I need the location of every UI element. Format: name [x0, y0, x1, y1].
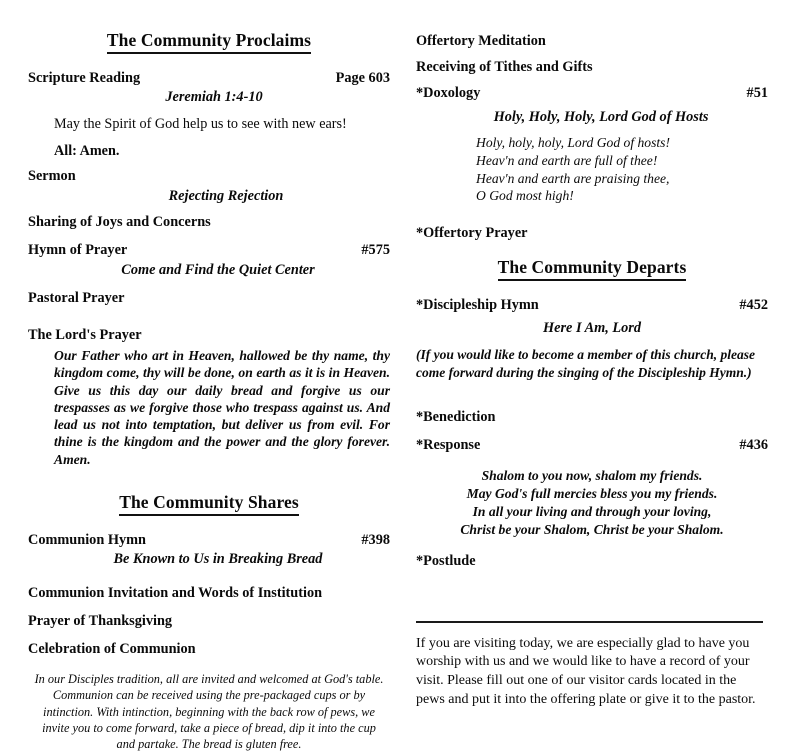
- order-item-communion-invitation: Communion Invitation and Words of Institution: [28, 585, 323, 602]
- order-item-offertory-prayer: *Offertory Prayer: [416, 225, 528, 242]
- right-column: [416, 0, 768, 709]
- response-verse-line-3: In all your living and through your loving,: [472, 503, 712, 519]
- order-item-lords-prayer: The Lord's Prayer: [28, 327, 142, 344]
- doxology-label: *Doxology: [416, 84, 481, 101]
- response-number: #436: [739, 436, 768, 453]
- section-heading-proclaims: [28, 30, 390, 54]
- response-verse-line-1: Shalom to you now, shalom my friends.: [481, 467, 703, 483]
- discipleship-hymn-title: Here I Am, Lord: [543, 320, 641, 337]
- order-item-communion-hymn: [28, 532, 390, 550]
- section-heading-proclaims-text: The Community Proclaims: [107, 31, 311, 54]
- order-item-scripture-reading: [28, 70, 390, 88]
- order-item-doxology: [416, 85, 768, 103]
- order-item-sermon: Sermon: [28, 168, 76, 185]
- scripture-response-line: All: Amen.: [54, 142, 120, 159]
- scripture-reference: Jeremiah 1:4-10: [165, 89, 263, 106]
- scripture-reading-page: Page 603: [335, 69, 390, 86]
- hymn-of-prayer-label: Hymn of Prayer: [28, 241, 128, 258]
- order-item-sharing-joys-concerns: Sharing of Joys and Concerns: [28, 213, 211, 230]
- discipleship-membership-note: (If you would like to become a member of this church, please come forward during the singing of the Discipleship Hymn.): [416, 347, 755, 380]
- order-item-receiving-tithes: Receiving of Tithes and Gifts: [416, 58, 593, 75]
- order-item-discipleship-hymn: [416, 297, 768, 315]
- order-item-response: [416, 437, 768, 455]
- communion-hymn-label: Communion Hymn: [28, 531, 146, 548]
- order-item-hymn-of-prayer: [28, 242, 390, 260]
- order-item-offertory-meditation: Offertory Meditation: [416, 33, 546, 49]
- response-verse-line-4: Christ be your Shalom, Christ be your Shalom.: [460, 521, 724, 537]
- discipleship-hymn-number: #452: [739, 296, 768, 313]
- left-column: [28, 0, 390, 753]
- scripture-reading-label: Scripture Reading: [28, 69, 141, 86]
- hymn-of-prayer-title: Come and Find the Quiet Center: [121, 261, 315, 278]
- order-item-postlude: *Postlude: [416, 552, 476, 569]
- doxology-verse-line-3: Heav'n and earth are praising thee,: [476, 170, 670, 186]
- doxology-number: #51: [746, 84, 768, 101]
- section-heading-departs-text: The Community Departs: [498, 258, 687, 281]
- response-verse-line-2: May God's full mercies bless you my friends.: [466, 485, 718, 501]
- discipleship-hymn-label: *Discipleship Hymn: [416, 296, 539, 313]
- communion-hymn-title: Be Known to Us in Breaking Bread: [113, 551, 323, 568]
- visitor-welcome-note: If you are visiting today, we are especially glad to have you worship with us and we would like to have a record of your visit. Please fill out one of our visitor cards located in the pews and put it into the offering plate or give it to the pastor.: [416, 635, 756, 707]
- section-heading-shares: [28, 492, 390, 516]
- section-heading-departs: [416, 257, 768, 281]
- doxology-verse-line-1: Holy, holy, holy, Lord God of hosts!: [476, 135, 670, 151]
- doxology-verse-line-2: Heav'n and earth are full of thee!: [476, 153, 658, 169]
- order-item-benediction: *Benediction: [416, 408, 496, 425]
- order-item-pastoral-prayer: Pastoral Prayer: [28, 289, 125, 306]
- doxology-verse-line-4: O God most high!: [476, 188, 574, 204]
- response-label: *Response: [416, 436, 481, 453]
- order-item-prayer-of-thanksgiving: Prayer of Thanksgiving: [28, 613, 173, 630]
- communion-hymn-number: #398: [361, 531, 390, 548]
- communion-instructions-note: In our Disciples tradition, all are invited and welcomed at God's table. Communion can be received using the pre-packaged cups or by intinction. With intinction, beginning with the back row of pews, we invite you to come forward, take a piece of bread, dip it into the cup and partake. The bread is gluten free.: [34, 671, 384, 752]
- lords-prayer-text: Our Father who art in Heaven, hallowed be thy name, thy kingdom come, thy will be done, on earth as it is in Heaven. Give us this day our daily bread and forgive us our trespasses as we forgive those who trespass against us. And lead us not into temptation, but deliver us from evil. For thine is the kingdom and the power and the glory forever. Amen.: [54, 348, 390, 467]
- scripture-leader-line: May the Spirit of God help us to see with new ears!: [54, 116, 347, 133]
- sermon-title: Rejecting Rejection: [168, 188, 284, 205]
- order-item-celebration-of-communion: Celebration of Communion: [28, 641, 196, 658]
- section-heading-shares-text: The Community Shares: [119, 493, 299, 516]
- doxology-title: Holy, Holy, Holy, Lord God of Hosts: [493, 108, 709, 125]
- hymn-of-prayer-number: #575: [361, 241, 390, 258]
